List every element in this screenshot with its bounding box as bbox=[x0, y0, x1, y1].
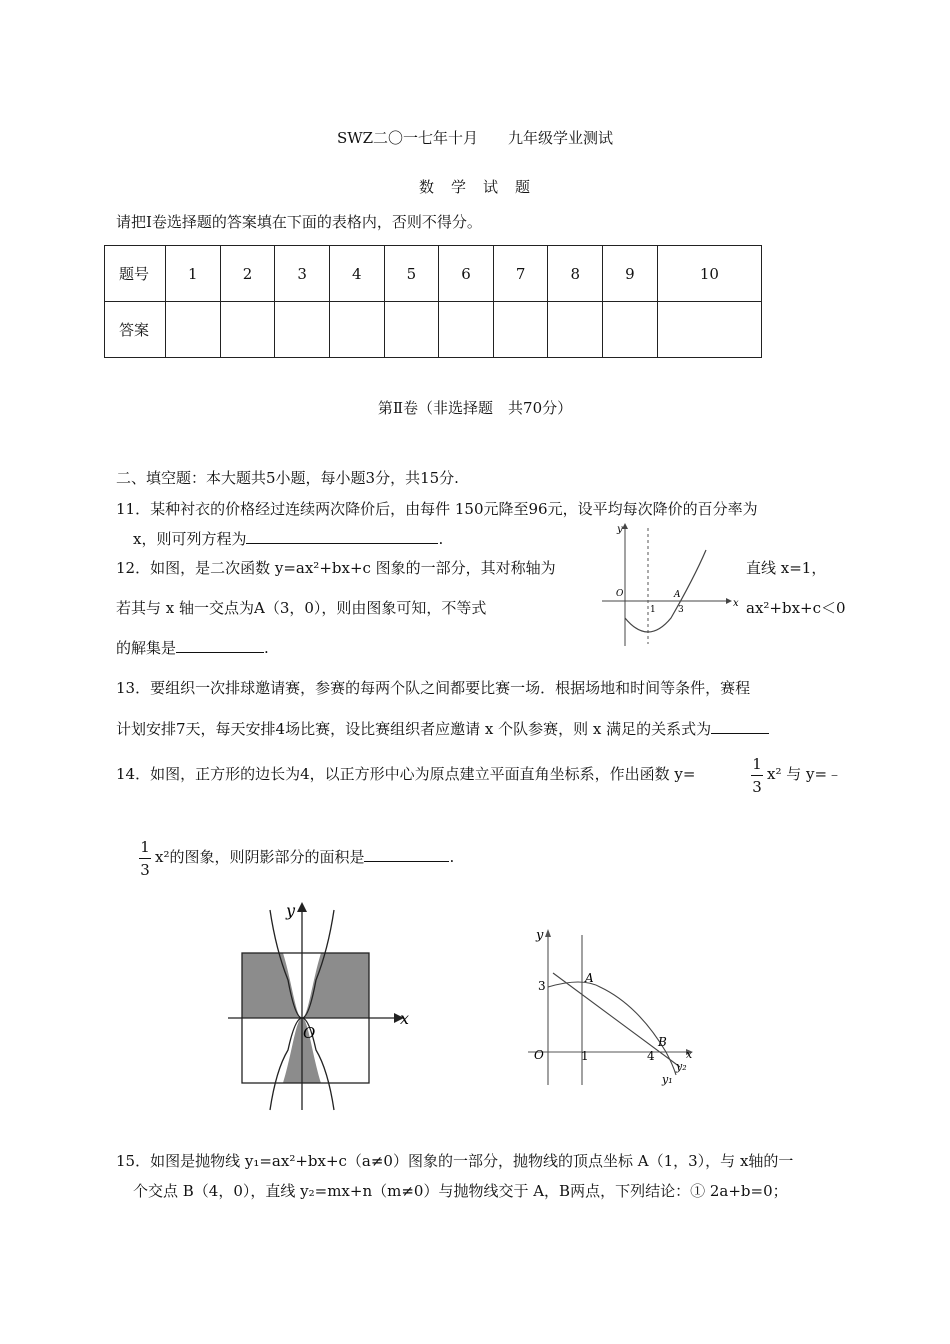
answer-cell[interactable] bbox=[329, 302, 384, 358]
answer-cell[interactable] bbox=[657, 302, 761, 358]
exam-title: SWZ二〇一七年十月 九年级学业测试 bbox=[336, 129, 614, 147]
q14-answer-blank[interactable] bbox=[364, 847, 449, 862]
table-row bbox=[105, 302, 762, 358]
q11-line1: 11．某种衬衣的价格经过连续两次降价后，由每件 150元降至96元，设平均每次降价的百分率为 bbox=[116, 500, 758, 518]
answer-cell[interactable] bbox=[439, 302, 494, 358]
answer-table bbox=[104, 245, 762, 358]
question-number: 10 bbox=[657, 246, 761, 302]
axis-label-y: y bbox=[617, 524, 623, 535]
fraction-numerator: 1 bbox=[752, 755, 762, 773]
y-axis-arrow bbox=[297, 902, 307, 912]
question-number: 8 bbox=[548, 246, 603, 302]
question-number: 6 bbox=[439, 246, 494, 302]
q15-parabola-line-figure bbox=[528, 925, 703, 1090]
answer-cell[interactable] bbox=[220, 302, 275, 358]
q13-text: 计划安排7天，每天安排4场比赛，设比赛组织者应邀请 x 个队参赛，则 x 满足的关系式为 bbox=[116, 720, 712, 738]
question-number: 7 bbox=[493, 246, 548, 302]
q12-line1-right: 直线 x=1， bbox=[746, 559, 827, 577]
fraction-numerator: 1 bbox=[140, 838, 150, 856]
q14-fraction bbox=[751, 755, 763, 796]
parabola-y1 bbox=[548, 982, 676, 1075]
instruction: 请把Ⅰ卷选择题的答案填在下面的表格内，否则不得分。 bbox=[116, 213, 482, 231]
fraction-denominator: 3 bbox=[140, 861, 150, 879]
origin-label: O bbox=[616, 589, 624, 599]
answer-cell[interactable] bbox=[166, 302, 221, 358]
q14-fraction-2 bbox=[139, 838, 151, 879]
q14-text: x²的图象，则阴影部分的面积是 bbox=[155, 848, 365, 866]
answer-cell[interactable] bbox=[384, 302, 439, 358]
fraction-denominator: 3 bbox=[752, 778, 762, 796]
tick-label-3: 3 bbox=[538, 979, 546, 993]
question-number: 1 bbox=[166, 246, 221, 302]
point-label-b: B bbox=[658, 1035, 667, 1049]
line-y2 bbox=[553, 973, 680, 1067]
q12-answer-blank[interactable] bbox=[176, 638, 264, 653]
axis-label-y: y bbox=[536, 928, 544, 943]
question-number: 9 bbox=[603, 246, 658, 302]
question-number: 2 bbox=[220, 246, 275, 302]
parabola-curve bbox=[625, 550, 706, 632]
origin-label: O bbox=[534, 1048, 544, 1062]
table-header-cell: 题号 bbox=[105, 246, 166, 302]
q11-end: . bbox=[438, 530, 444, 548]
q13-line2 bbox=[116, 718, 769, 739]
x-axis-arrow bbox=[726, 598, 732, 604]
curve-label-y1: y₁ bbox=[662, 1073, 673, 1086]
q12-line1: 12．如图，是二次函数 y=ax²+bx+c 图象的一部分，其对称轴为 bbox=[116, 559, 556, 577]
point-label-a: A bbox=[674, 590, 681, 600]
q12-line3 bbox=[116, 637, 269, 658]
axis-label-x: x bbox=[686, 1048, 693, 1061]
tick-label-3: 3 bbox=[678, 605, 684, 615]
table-header-cell: 答案 bbox=[105, 302, 166, 358]
point-label-a: A bbox=[585, 971, 594, 985]
q11-line2 bbox=[133, 528, 443, 549]
tick-label-1: 1 bbox=[581, 1049, 589, 1063]
q14-line1: 14．如图，正方形的边长为4，以正方形中心为原点建立平面直角坐标系，作出函数 y= bbox=[116, 765, 696, 783]
q12-line2: 若其与 x 轴一交点为A（3，0），则由图象可知，不等式 bbox=[116, 599, 487, 617]
y-axis-arrow bbox=[622, 523, 628, 529]
y-axis-arrow bbox=[545, 929, 551, 937]
q11-text: x，则可列方程为 bbox=[133, 530, 247, 548]
question-number: 4 bbox=[329, 246, 384, 302]
axis-label-x: x bbox=[733, 598, 739, 609]
axis-label-y: y bbox=[286, 901, 296, 920]
q13-line1: 13．要组织一次排球邀请赛，参赛的每两个队之间都要比赛一场．根据场地和时间等条件，赛程 bbox=[116, 679, 751, 697]
curve-label-y2: y₂ bbox=[676, 1060, 687, 1073]
q14-line2 bbox=[155, 846, 454, 867]
q15-line2: 个交点 B（4，0），直线 y₂=mx+n（m≠0）与抛物线交于 A，B两点，下列结论：① 2a+b=0； bbox=[133, 1182, 788, 1200]
origin-label: O bbox=[303, 1024, 316, 1042]
q12-end: . bbox=[264, 639, 269, 657]
axis-label-x: x bbox=[400, 1009, 410, 1028]
q14-line1-mid: x² 与 y=﹣ bbox=[767, 765, 843, 783]
table-row bbox=[105, 246, 762, 302]
tick-label-1: 1 bbox=[650, 605, 656, 615]
q15-line1: 15．如图是抛物线 y₁=ax²+bx+c（a≠0）图象的一部分，抛物线的顶点坐标 A（1，3），与 x轴的一 bbox=[116, 1152, 794, 1170]
q13-answer-blank[interactable] bbox=[711, 719, 769, 734]
section-title: 第Ⅱ卷（非选择题 共70分） bbox=[377, 399, 573, 417]
answer-cell[interactable] bbox=[603, 302, 658, 358]
q14-end: . bbox=[449, 848, 455, 866]
q12-parabola-figure bbox=[598, 520, 743, 650]
q12-text: 的解集是 bbox=[116, 639, 177, 657]
question-number: 5 bbox=[384, 246, 439, 302]
fraction-bar bbox=[751, 775, 763, 776]
fraction-bar bbox=[139, 858, 151, 859]
tick-label-4: 4 bbox=[647, 1049, 655, 1063]
answer-cell[interactable] bbox=[548, 302, 603, 358]
q12-line2-right: ax²+bx+c＜0 bbox=[746, 599, 846, 617]
question-number: 3 bbox=[275, 246, 330, 302]
subject-title: 数 学 试 题 bbox=[418, 178, 531, 196]
q11-answer-blank[interactable] bbox=[246, 529, 438, 544]
q14-square-figure bbox=[228, 900, 428, 1115]
answer-cell[interactable] bbox=[275, 302, 330, 358]
section-heading: 二、填空题：本大题共5小题，每小题3分，共15分. bbox=[116, 469, 459, 487]
answer-cell[interactable] bbox=[493, 302, 548, 358]
shaded-region-top bbox=[242, 953, 369, 1018]
